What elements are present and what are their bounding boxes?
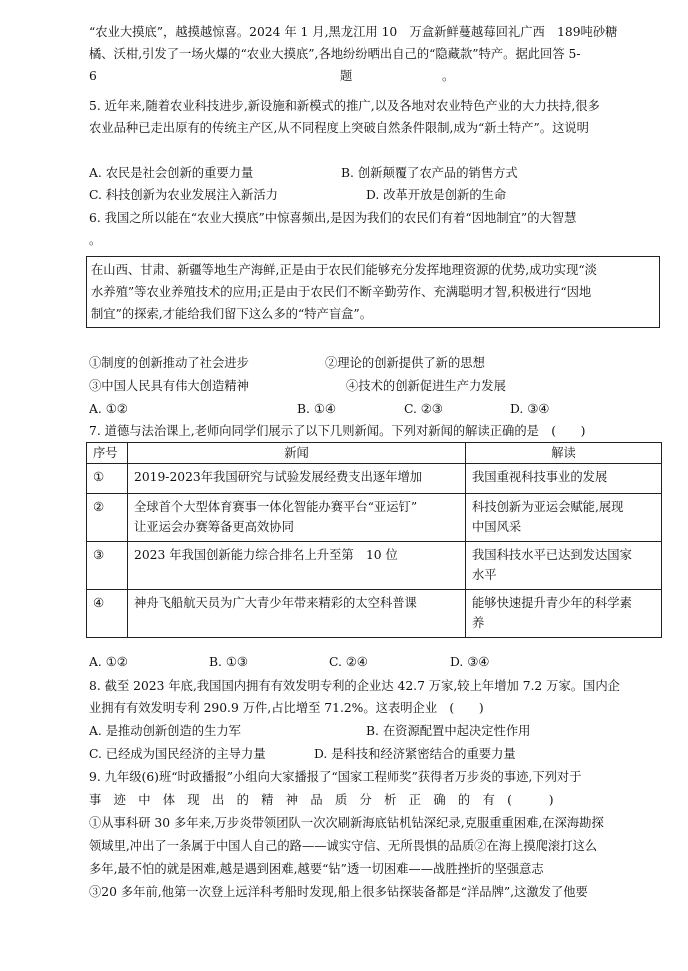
table-header-row bbox=[87, 443, 662, 464]
row-news-line: 全球首个大型体育赛事一体化智能办赛平台“亚运钉” bbox=[134, 500, 418, 514]
q9-body-line-2: 领域里,冲出了一条属于中国人自己的路——诚实守信、无所畏惧的品质②在海上摸爬滚打这么 bbox=[89, 839, 598, 853]
row-reading-line: 我国科技水平已达到发达国家 bbox=[472, 548, 632, 562]
q5-option-b: B. 创新颠覆了农产品的销售方式 bbox=[341, 166, 518, 180]
q7-option-c: C. ②④ bbox=[329, 655, 368, 669]
q5-option-d: D. 改革开放是创新的生命 bbox=[366, 188, 507, 202]
row-number: ② bbox=[87, 494, 128, 542]
q7-option-a: A. ①② bbox=[89, 655, 128, 669]
table-row bbox=[87, 590, 662, 638]
row-number: ① bbox=[87, 464, 128, 494]
q6-item-3: ③中国人民具有伟大创造精神 bbox=[89, 379, 249, 393]
q7-stem: 7. 道德与法治课上,老师向同学们展示了以下几则新闻。下列对新闻的解读正确的是 ( ) bbox=[89, 424, 586, 438]
q9-stem-line-1: 9. 九年级(6)班“时政播报”小组向大家播报了“国家工程师奖”获得者万步炎的事迹,下列对于 bbox=[89, 770, 582, 784]
header-reading: 解读 bbox=[466, 443, 662, 464]
row-reading-line: 中国风采 bbox=[472, 520, 522, 534]
intro-line-1: “农业大摸底”，越摸越惊喜。2024 年 1 月,黑龙江用 10 万盒新鲜蔓越莓回礼广西 189吨砂糖 bbox=[89, 25, 618, 39]
intro-line-3-num: 6 bbox=[89, 69, 97, 83]
q5-stem-line-1: 5. 近年来,随着农业科技进步,新设施和新模式的推广,以及各地对农业特色产业的大力扶持,很多 bbox=[89, 99, 600, 113]
q9-body-line-3: 多年,最不怕的就是困难,越是遇到困难,越要“钻”透一切困难——战胜挫折的坚强意志 bbox=[89, 862, 544, 876]
intro-line-3-end: 。 bbox=[442, 69, 455, 83]
q7-news-table bbox=[86, 442, 662, 638]
q6-item-4: ④技术的创新促进生产力发展 bbox=[346, 379, 506, 393]
q8-options-row-2 bbox=[89, 744, 659, 764]
q5-stem-line-2: 农业品种已走出原有的传统主产区,从不同程度上突破自然条件限制,成为“新土特产”。这说明 bbox=[89, 121, 589, 135]
q6-option-a: A. ①② bbox=[89, 402, 128, 416]
row-reading bbox=[466, 590, 662, 638]
q6-option-b: B. ①④ bbox=[297, 402, 336, 416]
q6-items-row-1 bbox=[89, 353, 659, 373]
q6-material-line-3: 制宜”的探索,才能给我们留下这么多的“特产盲盒”。 bbox=[91, 307, 373, 321]
row-news: 神舟飞船航天员为广大青少年带来精彩的太空科普课 bbox=[128, 590, 466, 638]
q6-stem-line-2: 。 bbox=[89, 233, 102, 247]
q5-options-row-2 bbox=[89, 185, 659, 205]
q9-body-line-1: ①从事科研 30 多年来,万步炎带领团队一次次刷新海底钻机钻深纪录,克服重重困难,在深海勘探 bbox=[89, 816, 604, 830]
header-news: 新闻 bbox=[128, 443, 466, 464]
q6-option-c: C. ②③ bbox=[404, 402, 443, 416]
q7-option-b: B. ①③ bbox=[209, 655, 248, 669]
row-reading-line: 水平 bbox=[472, 568, 497, 582]
q6-material-box bbox=[86, 256, 660, 328]
row-number: ④ bbox=[87, 590, 128, 638]
q7-options bbox=[89, 652, 659, 672]
q7-option-d: D. ③④ bbox=[450, 655, 490, 669]
row-reading-line: 养 bbox=[472, 616, 485, 630]
q6-material-line-2: 水养殖”等农业养殖技术的应用;正是由于农民们不断辛勤劳作、充满聪明才智,积极进行“因地 bbox=[91, 285, 592, 299]
q6-stem-line-1: 6. 我国之所以能在“农业大摸底”中惊喜频出,是因为我们的农民们有着“因地制宜”的大智慧 bbox=[89, 211, 577, 225]
q6-material-line-1: 在山西、甘肃、新疆等地生产海鲜,正是由于农民们能够充分发挥地理资源的优势,成功实现“淡 bbox=[91, 263, 597, 277]
row-news bbox=[128, 494, 466, 542]
row-reading bbox=[466, 494, 662, 542]
q8-options-row-1 bbox=[89, 721, 659, 741]
q6-options bbox=[89, 399, 659, 419]
row-news-line: 让亚运会办赛筹备更高效协同 bbox=[134, 520, 294, 534]
intro-line-2: 橘、沃柑,引发了一场火爆的“农业大摸底”,各地纷纷晒出自己的“隐藏款”特产。据此回答 5- bbox=[89, 47, 581, 61]
row-number: ③ bbox=[87, 542, 128, 590]
table-row bbox=[87, 494, 662, 542]
q6-option-d: D. ③④ bbox=[510, 402, 550, 416]
q9-stem-line-2: 事 迹 中 体 现 出 的 精 神 品 质 分 析 正 确 的 有 ( ) bbox=[89, 793, 554, 807]
row-news: 2023 年我国创新能力综合排名上升至第 10 位 bbox=[128, 542, 466, 590]
q5-option-c: C. 科技创新为农业发展注入新活力 bbox=[89, 188, 278, 202]
table-row bbox=[87, 542, 662, 590]
table-row bbox=[87, 464, 662, 494]
q8-stem-line-1: 8. 截至 2023 年底,我国国内拥有有效发明专利的企业达 42.7 万家,较上年增加 7.2 万家。国内企 bbox=[89, 679, 620, 693]
q8-option-a: A. 是推动创新创造的生力军 bbox=[89, 724, 241, 738]
intro-line-3-word: 题 bbox=[340, 69, 353, 83]
row-news: 2019-2023年我国研究与试验发展经费支出逐年增加 bbox=[128, 464, 466, 494]
q6-item-1: ①制度的创新推动了社会进步 bbox=[89, 356, 249, 370]
row-reading bbox=[466, 542, 662, 590]
q6-item-2: ②理论的创新提供了新的思想 bbox=[325, 356, 485, 370]
q8-option-c: C. 已经成为国民经济的主导力量 bbox=[89, 747, 266, 761]
row-reading-line: 科技创新为亚运会赋能,展现 bbox=[472, 500, 624, 514]
intro-line-3 bbox=[89, 66, 659, 86]
q6-items-row-2 bbox=[89, 376, 659, 396]
q8-option-d: D. 是科技和经济紧密结合的重要力量 bbox=[314, 747, 516, 761]
q5-options-row-1 bbox=[89, 163, 659, 183]
q9-body-line-4: ③20 多年前,他第一次登上远洋科考船时发现,船上很多钻探装备都是“洋品牌”,这激发了他要 bbox=[89, 885, 588, 899]
header-number: 序号 bbox=[87, 443, 128, 464]
row-reading-line: 能够快速提升青少年的科学素 bbox=[472, 596, 632, 610]
q8-option-b: B. 在资源配置中起决定性作用 bbox=[366, 724, 531, 738]
q5-option-a: A. 农民是社会创新的重要力量 bbox=[89, 166, 254, 180]
row-reading: 我国重视科技事业的发展 bbox=[466, 464, 662, 494]
q8-stem-line-2: 业拥有有效发明专利 290.9 万件,占比增至 71.2%。这表明企业 ( ) bbox=[89, 701, 484, 715]
